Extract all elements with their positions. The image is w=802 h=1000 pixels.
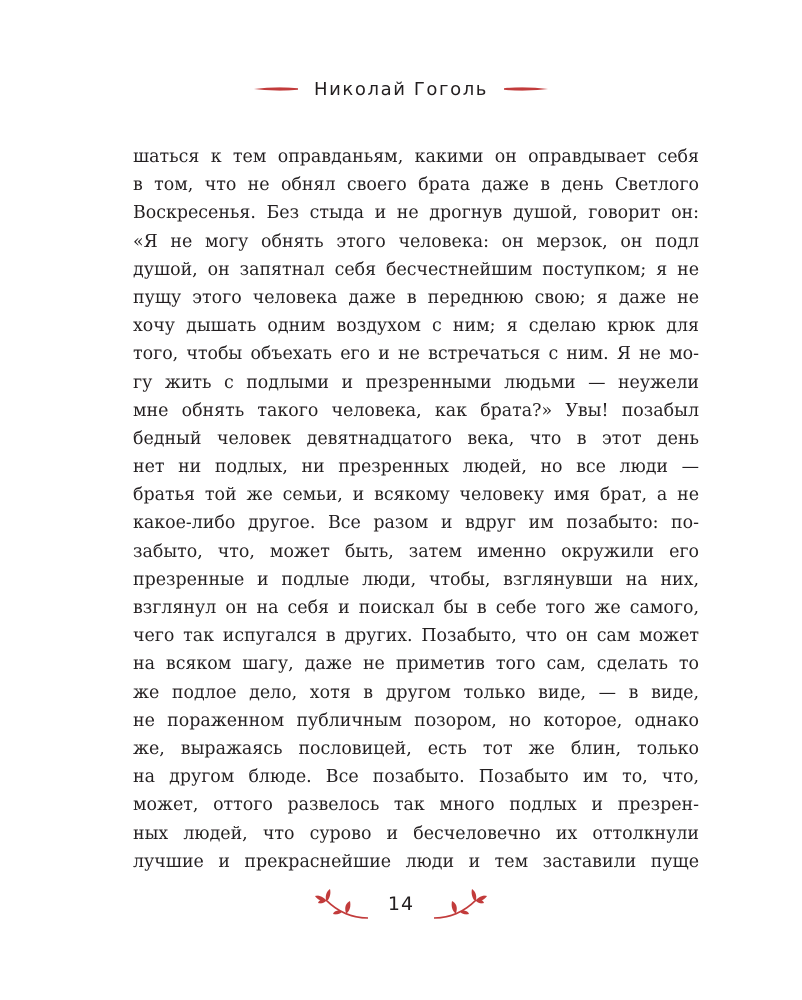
text-line: на другом блюде. Все позабыто. Позабыто им то, что, <box>133 767 699 788</box>
text-line: может, оттого развелось так много подлых и презрен- <box>133 795 699 816</box>
text-line: забыто, что, может быть, затем именно окружили его <box>133 541 699 562</box>
text-line: шаться к тем оправданьям, какими он оправдывает себя <box>133 147 699 167</box>
text-line: на всяком шагу, даже не приметив того сам, сделать то <box>133 654 699 675</box>
text-line: в том, что не обнял своего брата даже в день Светлого <box>133 175 699 196</box>
author-name: Николай Гоголь <box>313 78 489 100</box>
page-footer <box>0 884 802 924</box>
text-line: пущу этого человека даже в переднюю свою; я даже не <box>133 287 699 308</box>
text-line: же, выражаясь пословицей, есть тот же блин, только <box>133 738 699 759</box>
text-line: бедный человек девятнадцатого века, что в этот день <box>133 428 699 449</box>
text-line: того, чтобы объехать его и не встречаться с ним. Я не мо- <box>133 344 699 365</box>
text-line: «Я не могу обнять этого человека: он мерзок, он подл <box>133 231 699 252</box>
left-tulip-ornament-icon <box>312 886 370 922</box>
page-body-text <box>133 143 699 876</box>
right-header-flourish-icon <box>504 85 548 93</box>
text-line: не пораженном публичным позором, но которое, однако <box>133 710 699 731</box>
text-line: же подлое дело, хотя в другом только виде, — в виде, <box>133 682 699 703</box>
text-line: ных людей, что сурово и бесчеловечно их оттолкнули <box>133 823 699 844</box>
text-line: чего так испугался в других. Позабыто, что он сам может <box>133 626 699 647</box>
text-line: взглянул он на себя и поискал бы в себе того же самого, <box>133 598 699 618</box>
text-line: презренные и подлые люди, чтобы, взглянувши на них, <box>133 569 699 590</box>
text-line: гу жить с подлыми и презренными людьми — неужели <box>133 372 699 393</box>
page-number: 14 <box>387 893 415 915</box>
right-tulip-ornament-icon <box>432 886 490 922</box>
text-line: нет ни подлых, ни презренных людей, но все люди — <box>133 457 699 478</box>
running-header <box>0 74 802 104</box>
text-line: Воскресенья. Без стыда и не дрогнув душой, говорит он: <box>133 203 699 224</box>
text-line: братья той же семьи, и всякому человеку имя брат, а не <box>133 485 699 506</box>
text-line: душой, он запятнал себя бесчестнейшим поступком; я не <box>133 259 699 280</box>
text-line: лучшие и прекраснейшие люди и тем заставили пуще <box>133 851 699 872</box>
text-line: какое-либо другое. Все разом и вдруг им позабыто: по- <box>133 513 699 534</box>
text-line: мне обнять такого человека, как брата?» Увы! позабыл <box>133 400 699 421</box>
left-header-flourish-icon <box>254 85 298 93</box>
text-line: хочу дышать одним воздухом с ним; я сделаю крюк для <box>133 316 699 337</box>
